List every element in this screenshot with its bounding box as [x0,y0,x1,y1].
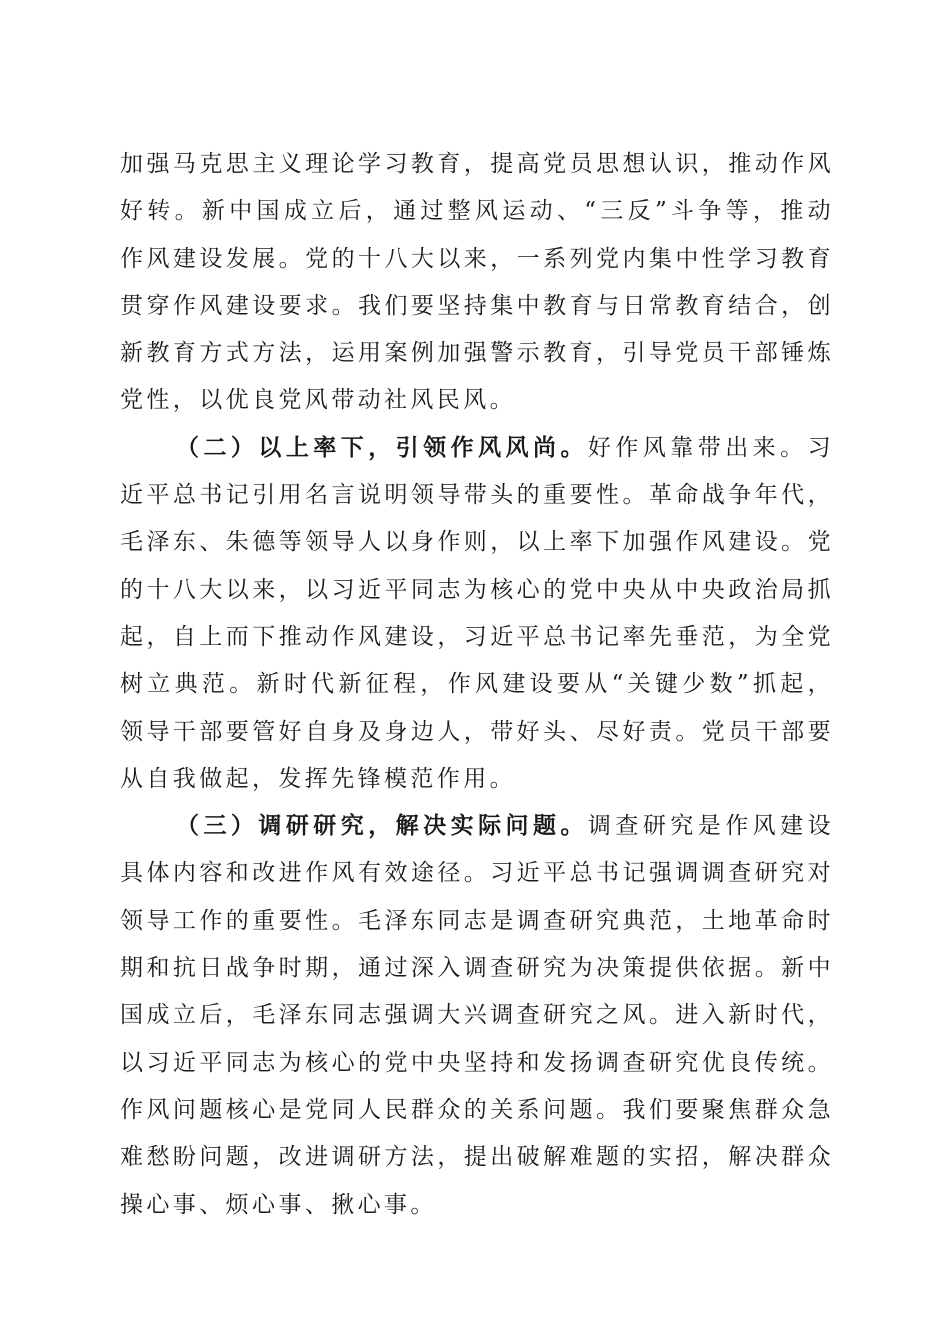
document-body [120,141,834,1229]
paragraph-3-text: 调查研究是作风建设具体内容和改进作风有效途径。习近平总书记强调调查研究对领导工作的重要性。毛泽东同志是调查研究典范，土地革命时期和抗日战争时期，通过深入调查研究为决策提供依据。新中国成立后，毛泽东同志强调大兴调查研究之风。进入新时代，以习近平同志为核心的党中央坚持和发扬调查研究优良传统。作风问题核心是党同人民群众的关系问题。我们要聚焦群众急难愁盼问题，改进调研方法，提出破解难题的实招，解决群众操心事、烦心事、揪心事。 [120,813,835,1218]
paragraph-1-text: 加强马克思主义理论学习教育，提高党员思想认识，推动作风好转。新中国成立后，通过整风运动、“三反”斗争等，推动作风建设发展。党的十八大以来，一系列党内集中性学习教育贯穿作风建设要求。我们要坚持集中教育与日常教育结合，创新教育方式方法，运用案例加强警示教育，引导党员干部锤炼党性，以优良党风带动社风民风。 [120,151,834,414]
section-heading-2: （二）以上率下，引领作风风尚。 [176,434,588,461]
paragraph-2-text: 好作风靠带出来。习近平总书记引用名言说明领导带头的重要性。革命战争年代，毛泽东、朱德等领导人以身作则，以上率下加强作风建设。党的十八大以来，以习近平同志为核心的党中央从中央政治局抓起，自上而下推动作风建设，习近平总书记率先垂范，为全党树立典范。新时代新征程，作风建设要从“关键少数”抓起，领导干部要管好自身及身边人，带好头、尽好责。党员干部要从自我做起，发挥先锋模范作用。 [120,434,835,792]
paragraph-3 [120,803,834,1229]
paragraph-2 [120,425,834,803]
paragraph-1 [120,141,834,425]
section-heading-3: （三）调研研究，解决实际问题。 [176,813,588,840]
